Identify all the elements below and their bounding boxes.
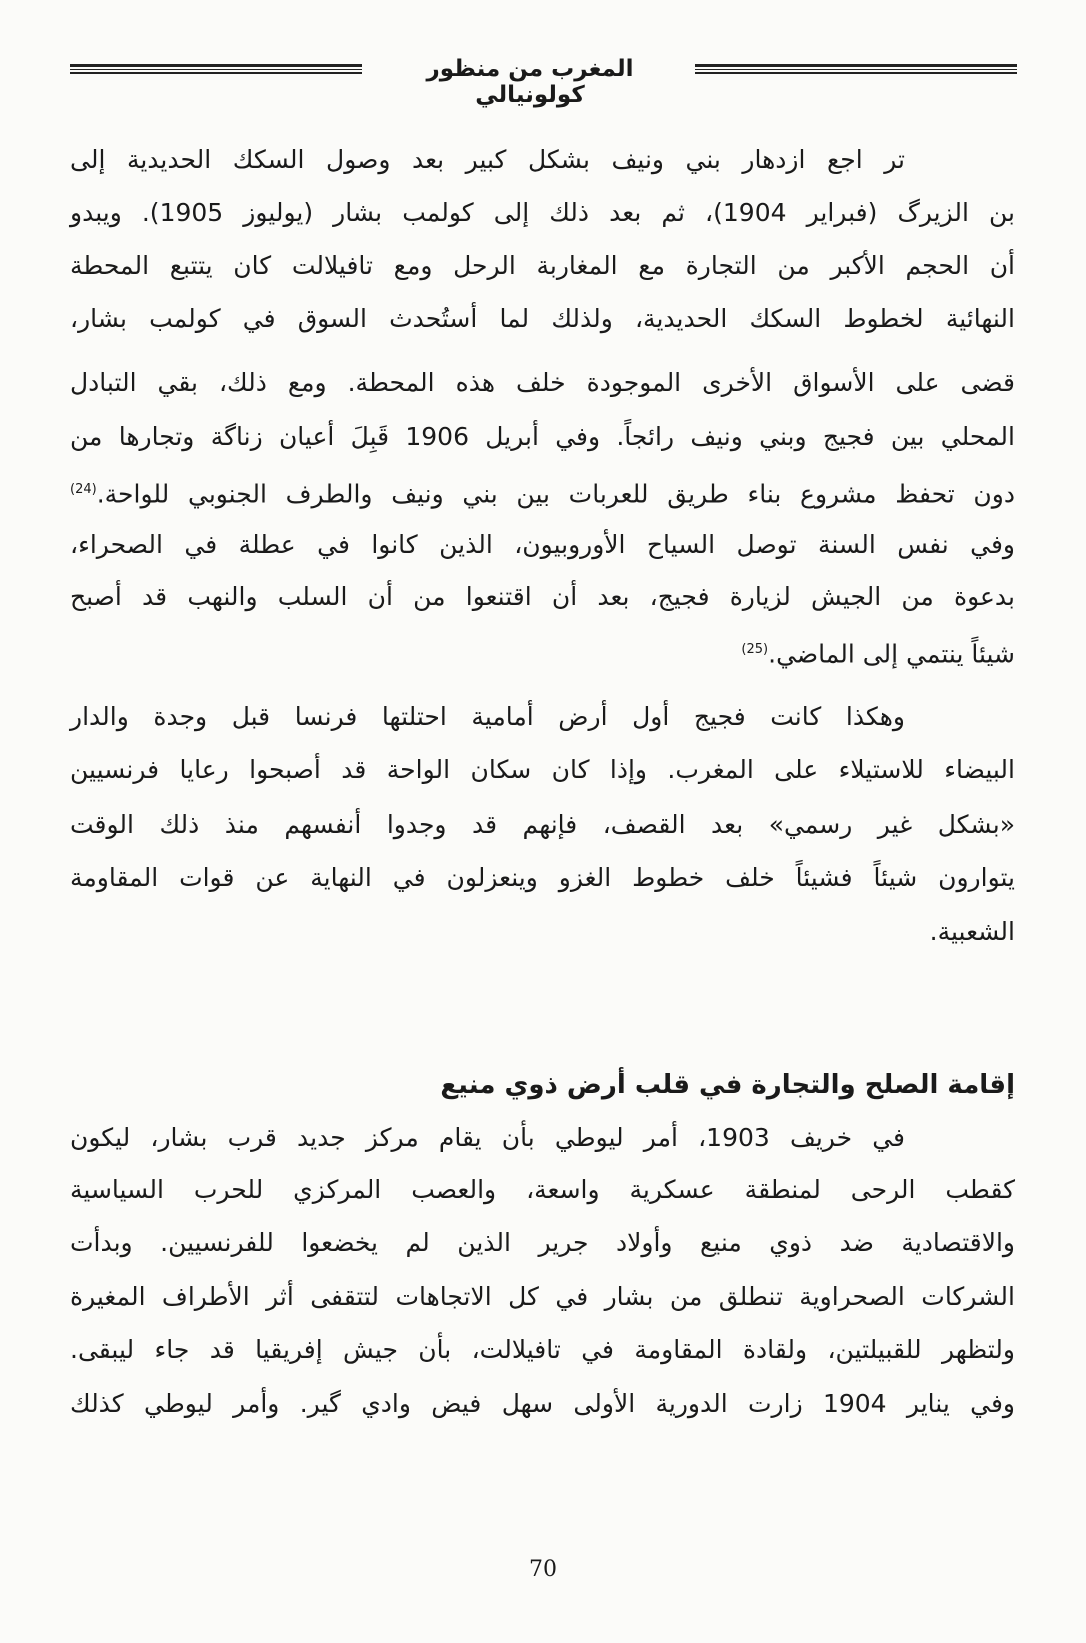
text-line: في خريف 1903، أمر ليوطي بأن يقام مركز جديد قرب بشار، ليكون: [70, 1123, 905, 1152]
section-heading: إقامة الصلح والتجارة في قلب أرض ذوي منيع: [440, 1070, 1015, 1100]
text-line: «بشكل غير رسمي» بعد القصف، فإنهم قد وجدوا أنفسهم منذ ذلك الوقت: [70, 810, 1015, 839]
text-line: [70, 630, 1015, 674]
page-number: 70: [529, 1557, 557, 1582]
text-line: ولتظهر للقبيلتين، ولقادة المقاومة في تافيلالت، بأن جيش إفريقيا قد جاء ليبقى.: [70, 1335, 1015, 1364]
text-line: وهكذا كانت فجيج أول أرض أمامية احتلتها فرنسا قبل وجدة والدار: [70, 702, 905, 731]
header-rule-right: [695, 64, 1017, 78]
text-line: قضى على الأسواق الأخرى الموجودة خلف هذه المحطة. ومع ذلك، بقي التبادل: [70, 368, 1015, 397]
text-line: بن الزيرگ (فبراير 1904)، ثم بعد ذلك إلى كولمب بشار (يوليوز 1905). ويبدو: [70, 198, 1016, 227]
text-line: وفي يناير 1904 زارت الدورية الأولى سهل فيض وادي گير. وأمر ليوطي كذلك: [70, 1389, 1015, 1418]
text-line: كقطب الرحى لمنطقة عسكرية واسعة، والعصب المركزي للحرب السياسية: [70, 1175, 1015, 1204]
line-text: شيئاً ينتمي إلى الماضي.: [768, 639, 1015, 669]
text-line: [70, 470, 1015, 514]
text-line: البيضاء للاستيلاء على المغرب. وإذا كان سكان الواحة قد أصبحوا رعايا فرنسيين: [70, 755, 1015, 784]
text-line: والاقتصادية ضد ذوي منيع وأولاد جرير الذين لم يخضعوا للفرنسيين. وبدأت: [70, 1228, 1015, 1257]
running-title: المغرب من منظور كولونيالي: [426, 56, 634, 108]
text-line: بدعوة من الجيش لزيارة فجيج، بعد أن اقتنعوا من أن السلب والنهب قد أصبح: [70, 582, 1015, 611]
footnote-ref: (25): [741, 642, 769, 657]
text-line: الشركات الصحراوية تنطلق من بشار في كل الاتجاهات لتتقفى أثر الأطراف المغيرة: [70, 1282, 1015, 1311]
text-line: أن الحجم الأكبر من التجارة مع المغاربة الرحل ومع تافيلالت كان يتتبع المحطة: [70, 251, 1015, 280]
text-line: الشعبية.: [929, 917, 1015, 946]
footnote-ref: (24): [70, 482, 97, 497]
text-line: وفي نفس السنة توصل السياح الأوروبيون، الذين كانوا في عطلة في الصحراء،: [70, 530, 1015, 559]
text-line: يتوارون شيئاً فشيئاً خلف خطوط الغزو وينعزلون في النهاية عن قوات المقاومة: [70, 863, 1015, 892]
header-rule-left: [70, 64, 362, 78]
line-text: دون تحفظ مشروع بناء طريق للعربات بين بني ونيف والطرف الجنوبي للواحة.: [96, 479, 1015, 509]
text-line: النهائية لخطوط السكك الحديدية، ولذلك لما أستُحدث السوق في كولمب بشار،: [70, 304, 1015, 333]
text-line: المحلي بين فجيج وبني ونيف رائجاً. وفي أبريل 1906 قَبِلَ أعيان زناگة وتجارها من: [70, 422, 1015, 451]
text-line: تر اجع ازدهار بني ونيف بشكل كبير بعد وصول السكك الحديدية إلى: [70, 145, 905, 174]
